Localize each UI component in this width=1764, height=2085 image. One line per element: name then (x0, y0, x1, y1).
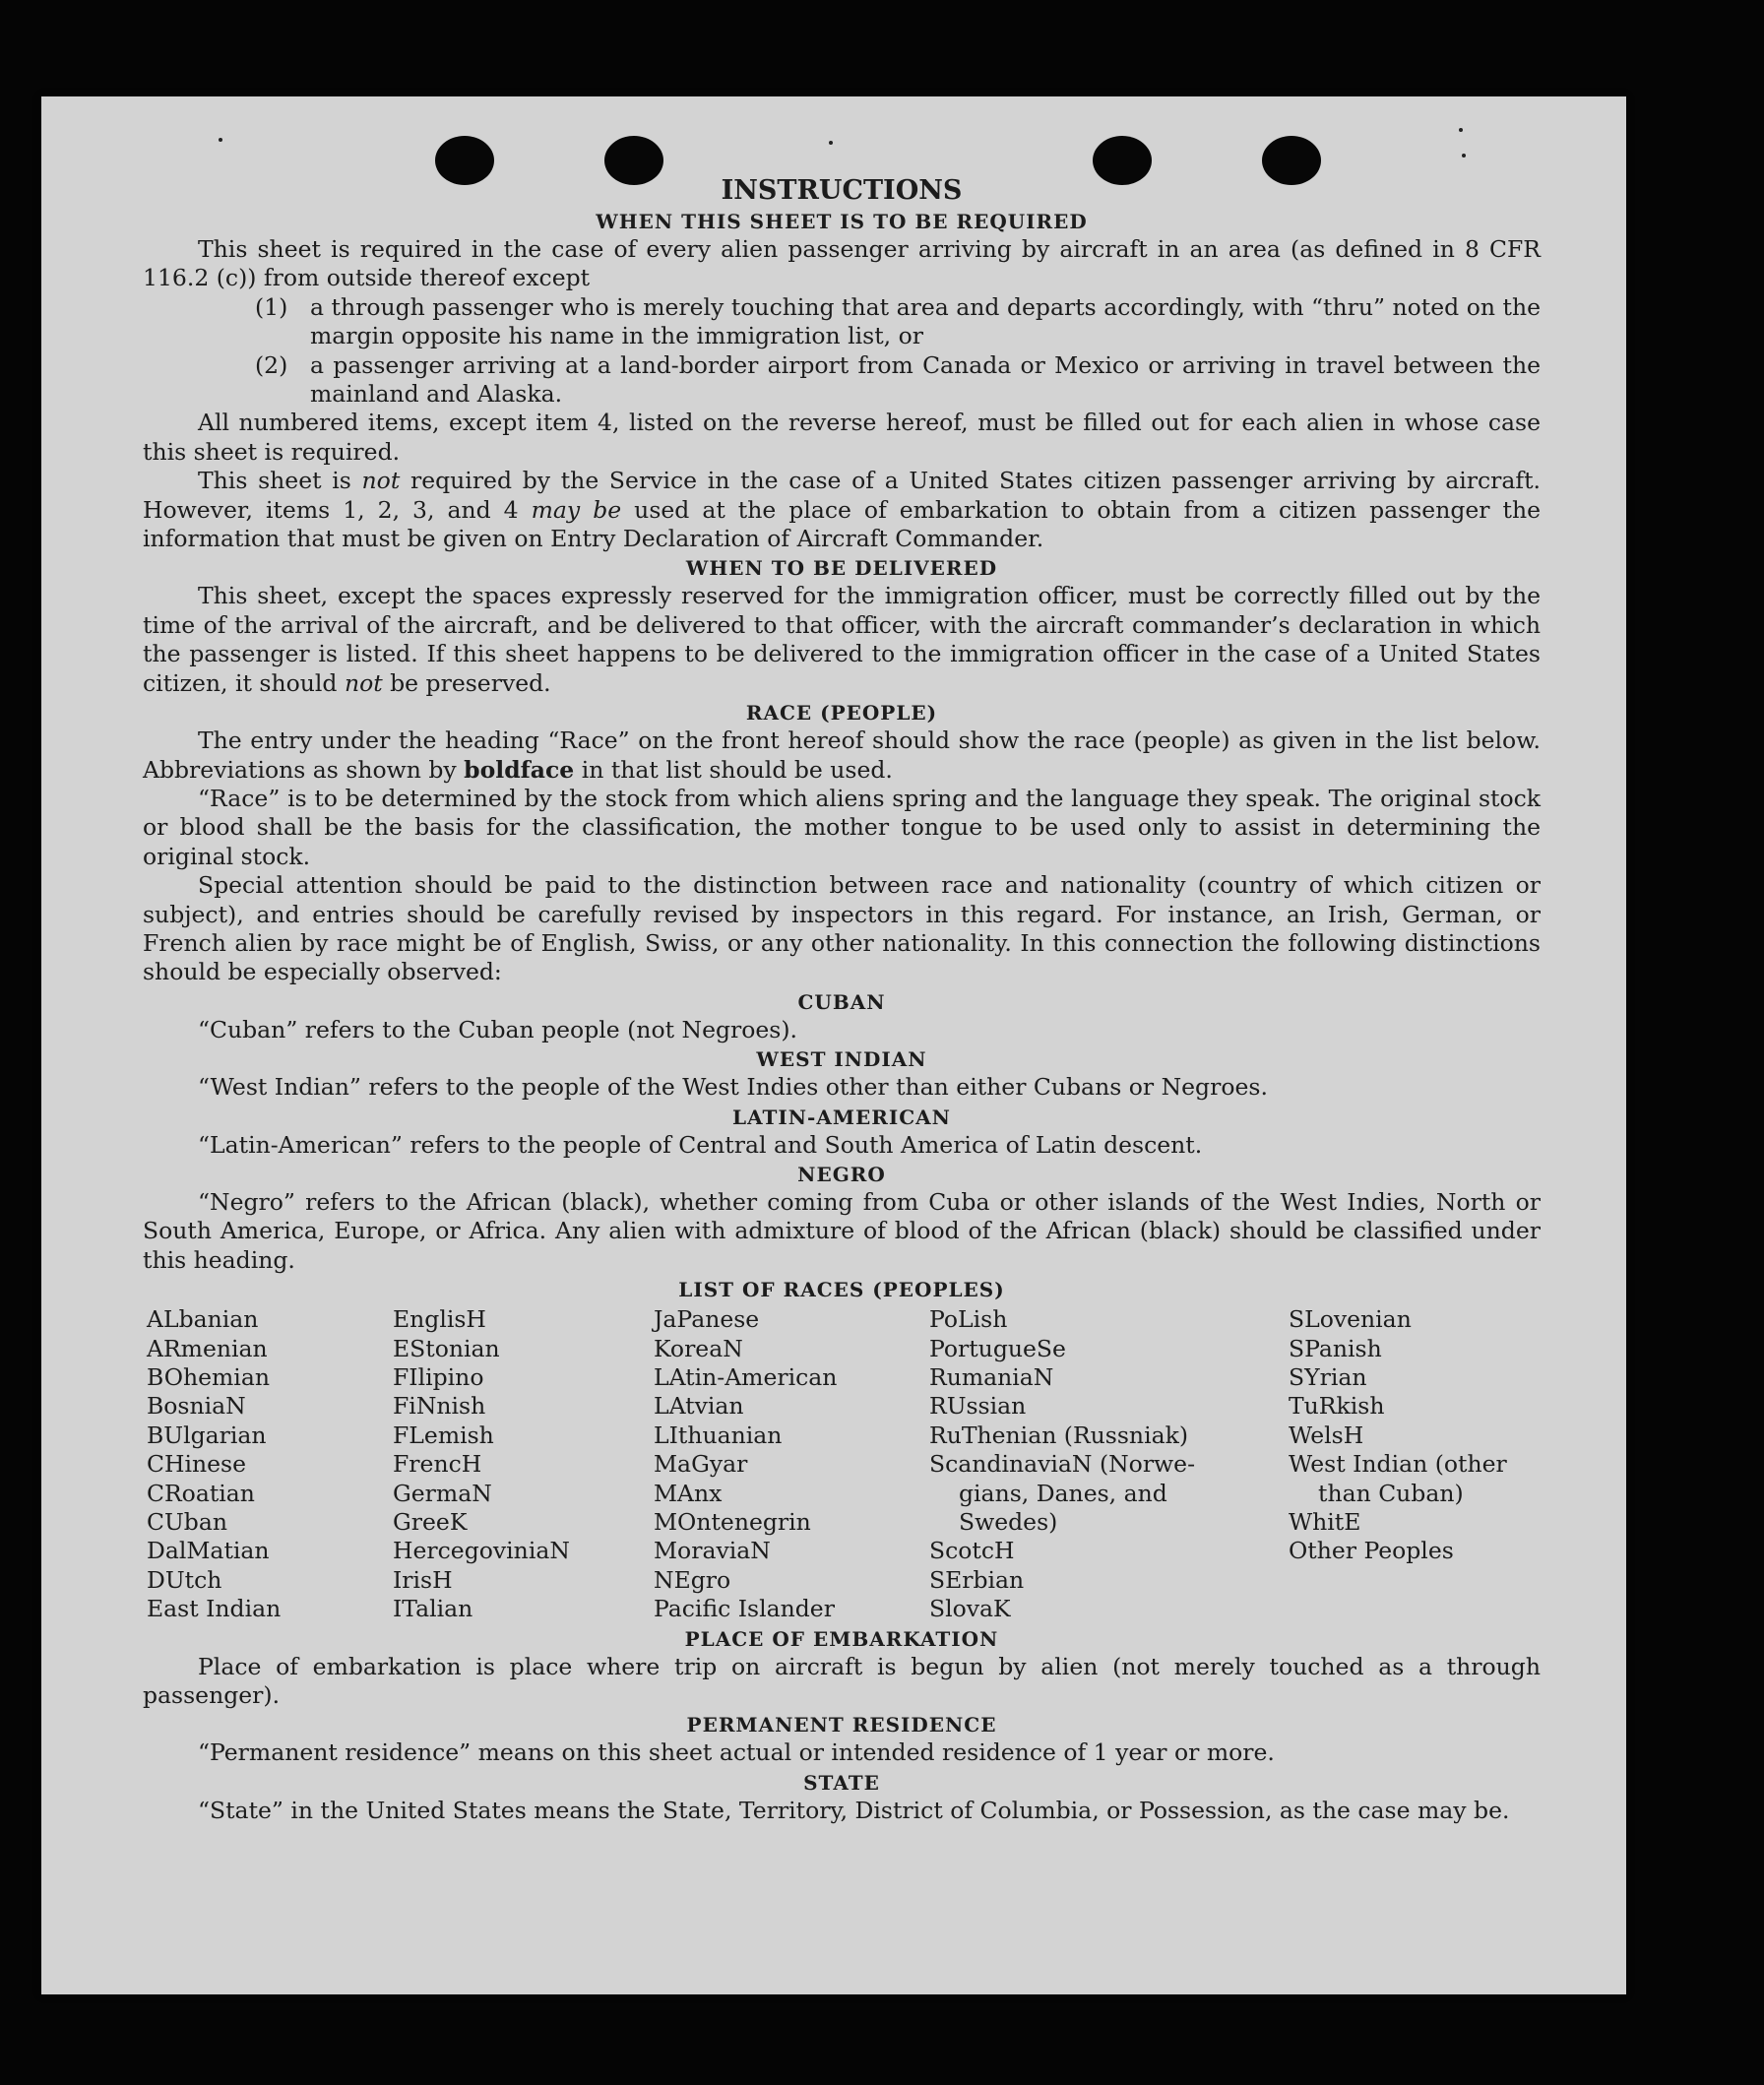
race-entry: LIthuanian (654, 1421, 783, 1449)
race-entry: SErbian (929, 1565, 1025, 1594)
race-entry: DUtch (147, 1565, 222, 1594)
race-entry: GermaN (393, 1479, 492, 1507)
race-entry: FIlipino (393, 1363, 484, 1391)
race-entry: BOhemian (147, 1363, 270, 1391)
race-entry: East Indian (147, 1595, 282, 1623)
paragraph-west-indian: “West Indian” refers to the people of the West Indies other than either Cubans or Negroes. (198, 1073, 1268, 1102)
race-entry: CUban (147, 1508, 227, 1537)
race-entry: FLemish (393, 1421, 494, 1449)
speck (829, 141, 833, 145)
page-title: INSTRUCTIONS (721, 175, 963, 206)
race-entry: SlovaK (929, 1595, 1011, 1623)
paragraph-embarkation: Place of embarkation is place where trip on aircraft is begun by alien (not merely touched as a through passenger). (143, 1652, 1541, 1710)
race-entry: gians, Danes, and (959, 1479, 1167, 1507)
race-entry: CHinese (147, 1450, 246, 1479)
paragraph-state: “State” in the United States means the State, Territory, District of Columbia, or Possession, as the case may be. (198, 1796, 1510, 1824)
race-entry: ITalian (393, 1595, 473, 1623)
heading-race: RACE (PEOPLE) (745, 701, 938, 726)
race-entry: CRoatian (147, 1479, 255, 1507)
race-entry: LAtvian (654, 1392, 744, 1421)
item-number: (2) (255, 350, 288, 379)
race-entry: FrencH (393, 1450, 482, 1479)
race-entry: LAtin-American (654, 1363, 838, 1391)
heading-residence: PERMANENT RESIDENCE (686, 1713, 997, 1738)
race-entry: West Indian (other (1289, 1450, 1507, 1479)
race-entry: ScandinaviaN (Norwe- (929, 1450, 1196, 1479)
paragraph-citizen: This sheet is not required by the Service in the case of a United States citizen passenger arriving by aircraft. However, items 1, 2, 3, and 4 may be used at the place of embarkation to obtain from a citizen passenger the information that must be given on Entry Declaration of Aircraft Commander. (143, 467, 1542, 553)
race-entry: KoreaN (654, 1334, 743, 1362)
heading-west-indian: WEST INDIAN (756, 1047, 927, 1072)
heading-latin-american: LATIN-AMERICAN (732, 1105, 951, 1129)
race-entry: ALbanian (147, 1305, 259, 1334)
race-entry: ARmenian (147, 1334, 268, 1362)
paragraph-negro: “Negro” refers to the African (black), whether coming from Cuba or other islands of the West Indies, North or South America, Europe, or Africa. Any alien with admixture of blood of the African (black) should be classified under this heading. (143, 1187, 1541, 1274)
paragraph-residence: “Permanent residence” means on this sheet actual or intended residence of 1 year or more. (198, 1738, 1275, 1767)
race-entry: RUssian (929, 1392, 1027, 1421)
race-entry: BosniaN (147, 1392, 246, 1421)
race-entry: RuThenian (Russniak) (929, 1421, 1188, 1449)
race-entry: GreeK (393, 1508, 468, 1537)
races-column-4 (929, 1305, 1289, 1623)
race-entry: SPanish (1289, 1334, 1382, 1362)
paragraph-delivery: This sheet, except the spaces expressly reserved for the immigration officer, must be correctly filled out by the time of the arrival of the aircraft, and be delivered to that officer, with the aircraft commander’s declaration in which the passenger is listed. If this sheet happens to be delivered to the immigration officer in the case of a United States citizen, it should not be preserved. (143, 582, 1541, 697)
heading-state: STATE (803, 1770, 880, 1795)
race-entry: EnglisH (393, 1305, 486, 1334)
race-entry: JaPanese (654, 1305, 760, 1334)
race-entry: PoLish (929, 1305, 1008, 1334)
race-entry: NEgro (654, 1565, 731, 1594)
paragraph-race-stock: “Race” is to be determined by the stock from which aliens spring and the language they speak. The original stock or blood shall be the basis for the classification, the mother tongue to be used only to assist in determining the original stock. (143, 784, 1541, 870)
heading-embarkation: PLACE OF EMBARKATION (684, 1626, 999, 1651)
race-entry: Other Peoples (1289, 1537, 1454, 1565)
race-entry: TuRkish (1289, 1392, 1385, 1421)
race-entry: EStonian (393, 1334, 500, 1362)
race-entry: IrisH (393, 1565, 453, 1594)
race-entry: RumaniaN (929, 1363, 1054, 1391)
race-entry: HercegoviniaN (393, 1537, 570, 1565)
heading-list-of-races: LIST OF RACES (PEOPLES) (678, 1278, 1005, 1302)
race-entry: MoraviaN (654, 1537, 771, 1565)
race-entry: MOntenegrin (654, 1508, 811, 1537)
race-entry: SLovenian (1289, 1305, 1412, 1334)
paragraph-latin-american: “Latin-American” refers to the people of Central and South America of Latin descent. (198, 1130, 1203, 1159)
paragraph-race-nationality: Special attention should be paid to the distinction between race and nationality (country of which citizen or subject), and entries should be carefully revised by inspectors in this regard. For instance, an Irish, German, or French alien by race might be of English, Swiss, or any other nationality. In this connection the following distinctions should be especially observed: (143, 871, 1541, 986)
race-entry: Swedes) (959, 1508, 1058, 1537)
exception-item (143, 293, 1541, 351)
races-table (147, 1305, 1541, 1623)
item-number: (1) (255, 292, 288, 321)
race-entry: MaGyar (654, 1450, 748, 1479)
heading-when-required: WHEN THIS SHEET IS TO BE REQUIRED (596, 210, 1088, 233)
document-sheet (41, 96, 1626, 1994)
paragraph-cuban: “Cuban” refers to the Cuban people (not Negroes). (198, 1015, 798, 1043)
race-entry: than Cuban) (1318, 1479, 1464, 1507)
races-column-2 (393, 1305, 654, 1623)
item-text: a passenger arriving at a land-border airport from Canada or Mexico or arriving in travel between the mainland and Alaska. (310, 350, 1541, 409)
race-entry: Pacific Islander (654, 1595, 835, 1623)
races-column-1 (147, 1305, 393, 1623)
race-entry: FiNnish (393, 1392, 486, 1421)
heading-cuban: CUBAN (797, 989, 886, 1014)
race-entry: PortugueSe (929, 1334, 1066, 1362)
speck (219, 138, 222, 142)
heading-when-delivered: WHEN TO BE DELIVERED (685, 556, 998, 581)
races-column-5 (1289, 1305, 1540, 1623)
race-entry: DalMatian (147, 1537, 270, 1565)
race-entry: BUlgarian (147, 1421, 267, 1449)
item-text: a through passenger who is merely touching that area and departs accordingly, with “thru” noted on the margin opposite his name in the immigration list, or (310, 292, 1541, 350)
exception-item (143, 351, 1541, 410)
paragraph-numbered-items: All numbered items, except item 4, listed on the reverse hereof, must be filled out for each alien in whose case this sheet is required. (143, 409, 1541, 466)
race-entry: ScotcH (929, 1537, 1015, 1565)
race-entry: SYrian (1289, 1363, 1367, 1391)
paragraph-race-entry: The entry under the heading “Race” on the front hereof should show the race (people) as given in the list below. Abbreviations as shown by boldface in that list should be used. (143, 727, 1541, 784)
speck (1459, 128, 1463, 132)
race-entry: MAnx (654, 1479, 723, 1507)
speck (1462, 154, 1466, 158)
races-column-3 (654, 1305, 929, 1623)
heading-negro: NEGRO (797, 1162, 886, 1186)
paragraph-intro: This sheet is required in the case of every alien passenger arriving by aircraft in an area (as defined in 8 CFR 116.2 (c)) from outside thereof except (143, 235, 1541, 292)
race-entry: WelsH (1289, 1421, 1364, 1449)
instructions-content (143, 175, 1541, 1825)
race-entry: WhitE (1289, 1508, 1361, 1537)
